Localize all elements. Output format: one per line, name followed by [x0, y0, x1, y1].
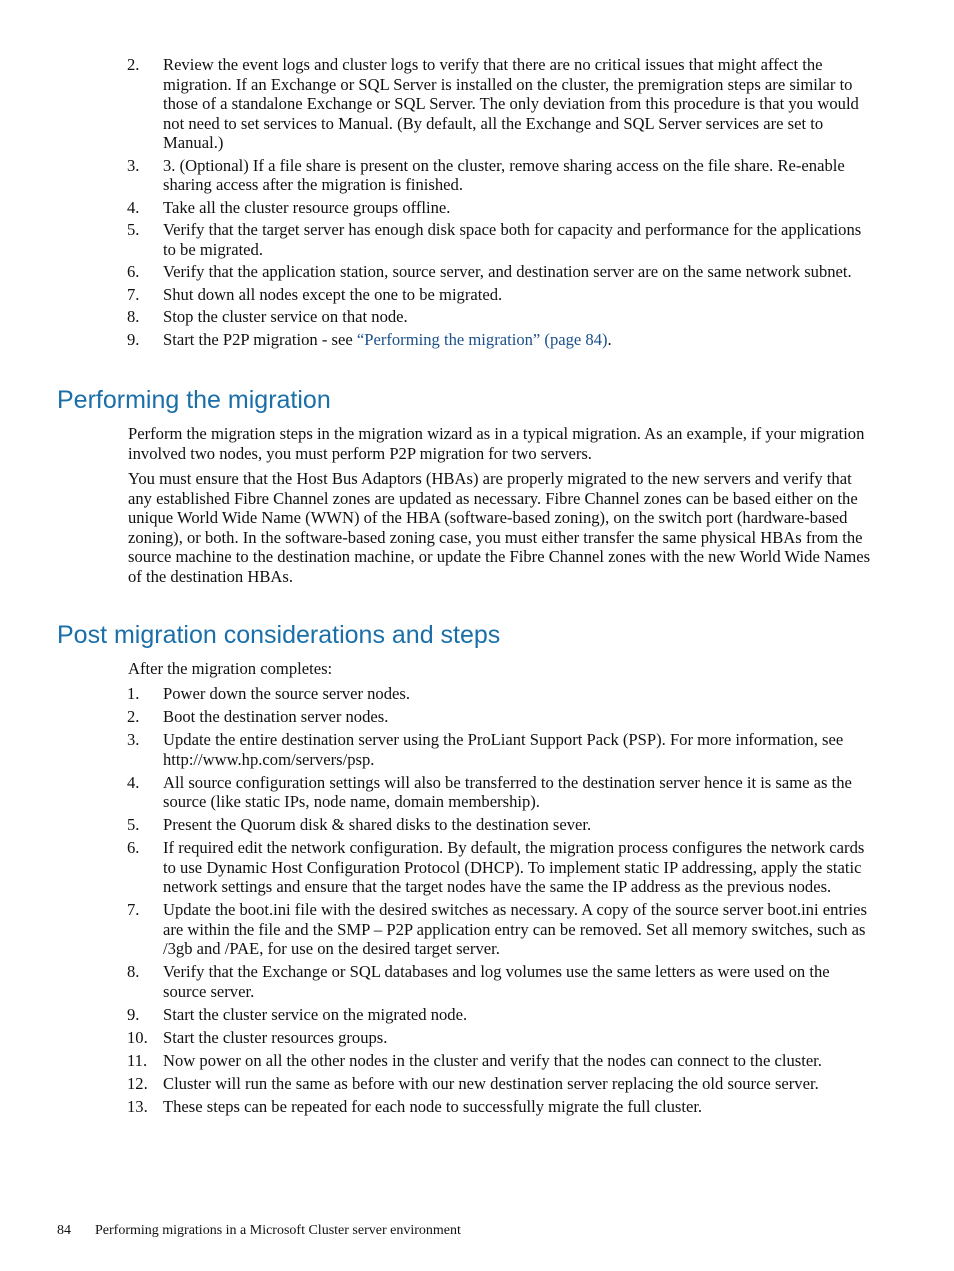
intro-text: After the migration completes:: [128, 659, 333, 678]
list-item: 9. Start the cluster service on the migrated node.: [127, 1004, 468, 1024]
list-item: 2. Review the event logs and cluster logs to verify that there are no critical issues that might affect the migration. If an Exchange or SQL Server is installed on the cluster, the premigration steps are similar to those of a standalone Exchange or SQL Server. The only deviation from this procedure is that you would not need to set services to Manual. (By default, all the Exchange and SQL Server services are set to Manual.): [127, 55, 859, 152]
list-item: 3. Update the entire destination server using the ProLiant Support Pack (PSP). For more information, see http://www.hp.com/servers/psp.: [127, 730, 844, 769]
section-heading-post-migration: Post migration considerations and steps: [57, 621, 501, 649]
list-item: 8. Stop the cluster service on that node.: [127, 307, 408, 326]
paragraph: You must ensure that the Host Bus Adaptors (HBAs) are properly migrated to the new servers and verify that any established Fibre Channel zones are updated as necessary. Fibre Channel zones can be based either on the unique World Wide Name (WWN) of the HBA (software-based zoning), on the switch port (hardware-based zoning), or both. In the software-based zoning case, you must either transfer the same physical HBAs from the source machine to the destination machine, or update the Fibre Channel zones with the new World Wide Names of the destination HBAs.: [128, 469, 871, 586]
list-item: 6. Verify that the application station, source server, and destination server are on the same network subnet.: [127, 262, 852, 281]
page-footer: [57, 1222, 461, 1240]
section-heading-performing: Performing the migration: [57, 386, 331, 414]
list-item: 2. Boot the destination server nodes.: [127, 707, 389, 726]
list-item: 11. Now power on all the other nodes in the cluster and verify that the nodes can connect to the cluster.: [127, 1050, 822, 1070]
list-item: 10. Start the cluster resources groups.: [127, 1027, 388, 1047]
performing-migration-link[interactable]: “Performing the migration” (page 84): [356, 329, 608, 349]
list-item: 9. Start the P2P migration - see “Performing the migration” (page 84).: [127, 329, 612, 349]
list-item: 13. These steps can be repeated for each node to successfully migrate the full cluster.: [127, 1096, 703, 1116]
paragraph: Perform the migration steps in the migration wizard as in a typical migration. As an example, if your migration involved two nodes, you must perform P2P migration for two servers.: [128, 424, 865, 463]
list-item: 4. Take all the cluster resource groups offline.: [127, 197, 451, 217]
list-item: 1. Power down the source server nodes.: [127, 684, 410, 703]
premigration-steps-list: [0, 55, 868, 352]
list-item: 3. 3. (Optional) If a file share is present on the cluster, remove sharing access on the file share. Re-enable sharing access after the migration is finished.: [127, 155, 845, 194]
post-migration-steps-list: [0, 684, 868, 1120]
list-item: 8. Verify that the Exchange or SQL databases and log volumes use the same letters as were used on the source server.: [127, 962, 830, 1001]
page-number: 84: [57, 1223, 71, 1238]
list-item: 5. Verify that the target server has enough disk space both for capacity and performance for the applications to be migrated.: [127, 220, 862, 259]
list-item: 12. Cluster will run the same as before with our new destination server replacing the old source server.: [127, 1073, 819, 1093]
list-item: 7. Shut down all nodes except the one to be migrated.: [127, 284, 503, 304]
list-item: 7. Update the boot.ini file with the desired switches as necessary. A copy of the source server boot.ini entries are within the file and the SMP – P2P application entry can be removed. Set all memory switches, such as /3gb and /PAE, for use on the desired target server.: [127, 900, 867, 958]
footer-title: Performing migrations in a Microsoft Cluster server environment: [95, 1223, 461, 1238]
list-item: 4. All source configuration settings will also be transferred to the destination server hence it is same as the source (like static IPs, node name, domain membership).: [127, 772, 852, 811]
list-item: 6. If required edit the network configuration. By default, the migration process configures the network cards to use Dynamic Host Configuration Protocol (DHCP). To implement static IP addressing, apply the static network settings and ensure that the target nodes have the same the IP address as the previous nodes.: [127, 838, 865, 896]
list-item: 5. Present the Quorum disk & shared disks to the destination sever.: [127, 815, 592, 834]
